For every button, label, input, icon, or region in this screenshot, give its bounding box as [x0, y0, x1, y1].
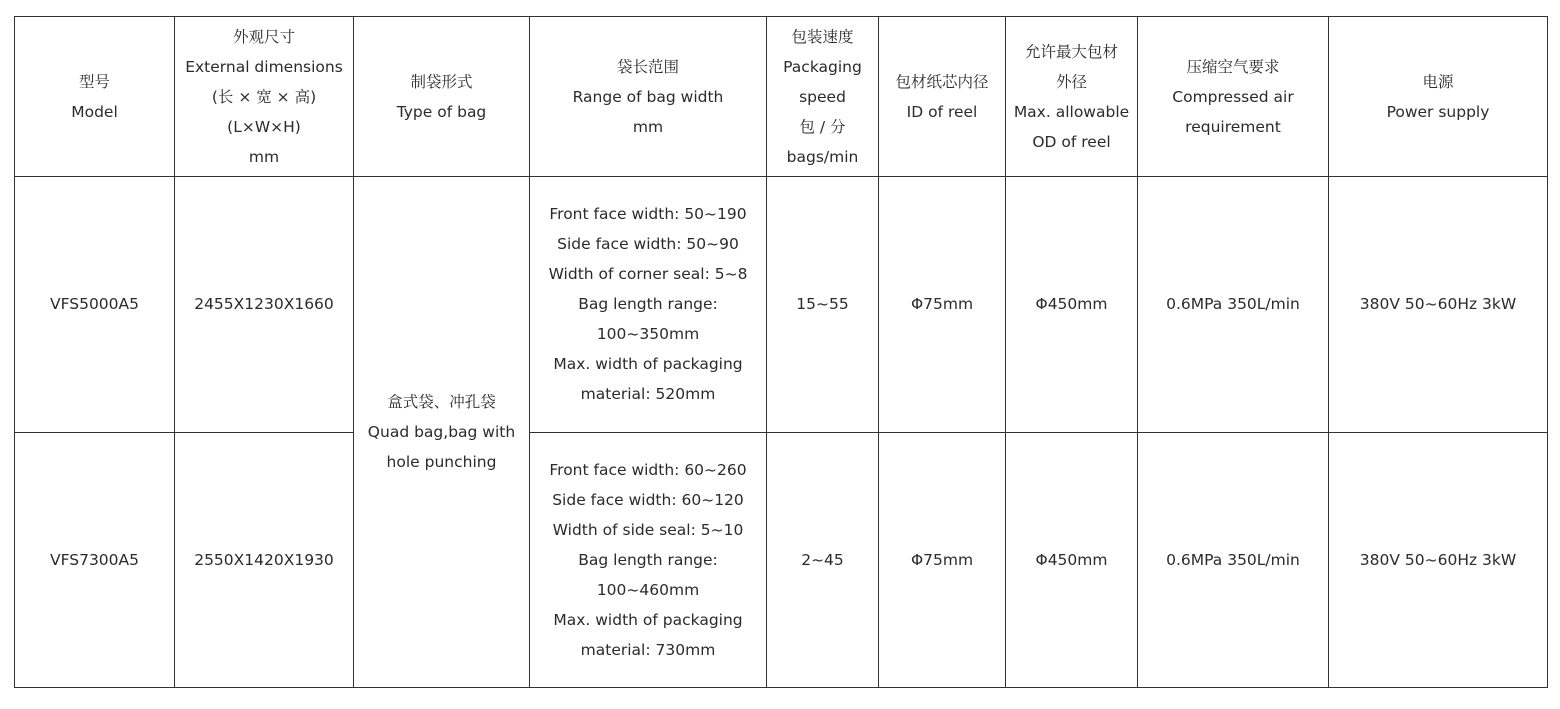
header-bag-range: 袋长范围 Range of bag width mm	[530, 17, 767, 177]
cell-speed: 2~45	[767, 432, 879, 688]
header-power: 电源 Power supply	[1329, 17, 1548, 177]
cell-reel-id: Φ75mm	[879, 177, 1006, 433]
cell-reel-od: Φ450mm	[1006, 177, 1138, 433]
cell-reel-od: Φ450mm	[1006, 432, 1138, 688]
header-speed: 包装速度 Packaging speed 包 / 分 bags/min	[767, 17, 879, 177]
cell-air: 0.6MPa 350L/min	[1138, 432, 1329, 688]
cell-dimensions: 2455X1230X1660	[175, 177, 354, 433]
cell-power: 380V 50~60Hz 3kW	[1329, 177, 1548, 433]
cell-power: 380V 50~60Hz 3kW	[1329, 432, 1548, 688]
cell-reel-id: Φ75mm	[879, 432, 1006, 688]
cell-bag-range: Front face width: 60~260 Side face width: 60~120 Width of side seal: 5~10 Bag length range: 100~460mm Max. width of packaging material: 730mm	[530, 432, 767, 688]
table-row	[15, 177, 1548, 433]
cell-air: 0.6MPa 350L/min	[1138, 177, 1329, 433]
cell-speed: 15~55	[767, 177, 879, 433]
cell-model: VFS7300A5	[15, 432, 175, 688]
header-reel-od: 允许最大包材 外径 Max. allowable OD of reel	[1006, 17, 1138, 177]
cell-model: VFS5000A5	[15, 177, 175, 433]
header-bag-type: 制袋形式 Type of bag	[354, 17, 530, 177]
header-reel-id: 包材纸芯内径 ID of reel	[879, 17, 1006, 177]
cell-dimensions: 2550X1420X1930	[175, 432, 354, 688]
cell-bag-range: Front face width: 50~190 Side face width: 50~90 Width of corner seal: 5~8 Bag length range: 100~350mm Max. width of packaging material: 520mm	[530, 177, 767, 433]
header-dimensions: 外观尺寸 External dimensions (长 × 宽 × 高) (L×W×H) mm	[175, 17, 354, 177]
spec-table	[14, 16, 1548, 688]
header-model: 型号 Model	[15, 17, 175, 177]
table-row	[15, 432, 1548, 688]
header-air: 压缩空气要求 Compressed air requirement	[1138, 17, 1329, 177]
header-row	[15, 17, 1548, 177]
cell-bag-type: 盒式袋、冲孔袋 Quad bag,bag with hole punching	[354, 177, 530, 688]
